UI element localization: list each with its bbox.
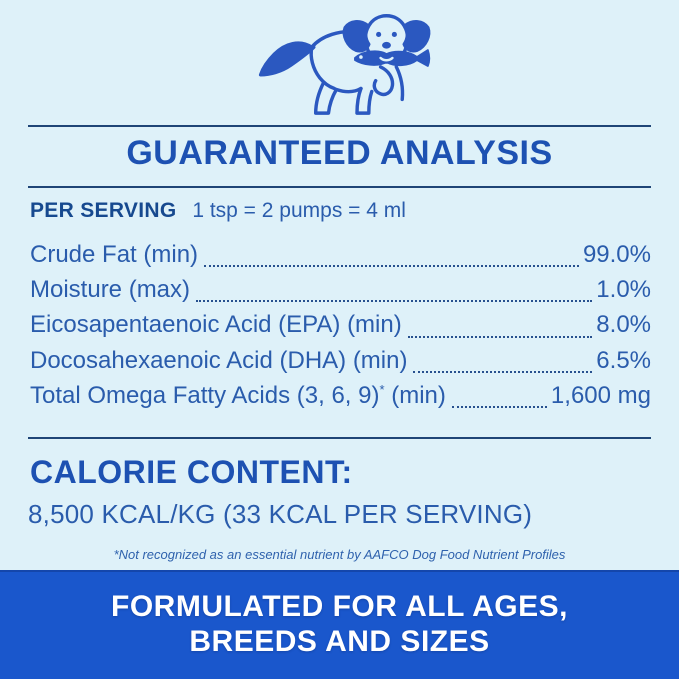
analysis-row-value: 1.0% [596, 276, 651, 304]
dot-leader [452, 406, 547, 408]
analysis-row-label: Eicosapentaenoic Acid (EPA) (min) [30, 311, 402, 339]
dot-leader [408, 336, 593, 338]
divider-top [28, 125, 651, 127]
footer-banner [0, 570, 679, 679]
calorie-content-title: CALORIE CONTENT: [30, 454, 353, 490]
footer-line-1: FORMULATED FOR ALL AGES, [111, 590, 568, 623]
aafco-footnote: *Not recognized as an essential nutrient by AAFCO Dog Food Nutrient Profiles [113, 547, 566, 562]
analysis-row [30, 241, 651, 276]
footer-line-2: BREEDS AND SIZES [189, 625, 490, 658]
analysis-table [30, 241, 651, 417]
analysis-row [30, 311, 651, 346]
analysis-row-value: 99.0% [582, 241, 651, 268]
analysis-row-value: 6.5% [596, 346, 651, 374]
per-serving-value: 1 tsp = 2 pumps = 4 ml [192, 199, 406, 222]
analysis-row [30, 347, 651, 382]
analysis-row-label: Crude Fat (min) [30, 241, 199, 268]
dog-with-fish-illustration [250, 2, 464, 120]
dot-leader [204, 265, 579, 267]
analysis-row [30, 382, 651, 417]
guaranteed-analysis-title: GUARANTEED ANALYSIS [126, 134, 553, 172]
analysis-row [30, 276, 651, 311]
analysis-row-value: 8.0% [596, 311, 651, 339]
analysis-row-label: Moisture (max) [30, 276, 191, 304]
calorie-content-value: 8,500 KCAL/KG (33 KCAL PER SERVING) [28, 499, 533, 529]
per-serving-line [30, 199, 406, 223]
analysis-row-label: Docosahexaenoic Acid (DHA) (min) [30, 346, 408, 374]
dog-icon [250, 2, 464, 120]
dot-leader [413, 371, 592, 373]
per-serving-label: PER SERVING [30, 199, 177, 222]
divider-above-calories [28, 437, 651, 439]
analysis-row-label: Total Omega Fatty Acids (3, 6, 9)* (min) [30, 381, 446, 409]
dot-leader [196, 300, 592, 302]
analysis-row-value: 1,600 mg [550, 381, 651, 409]
divider-under-title [28, 186, 651, 188]
